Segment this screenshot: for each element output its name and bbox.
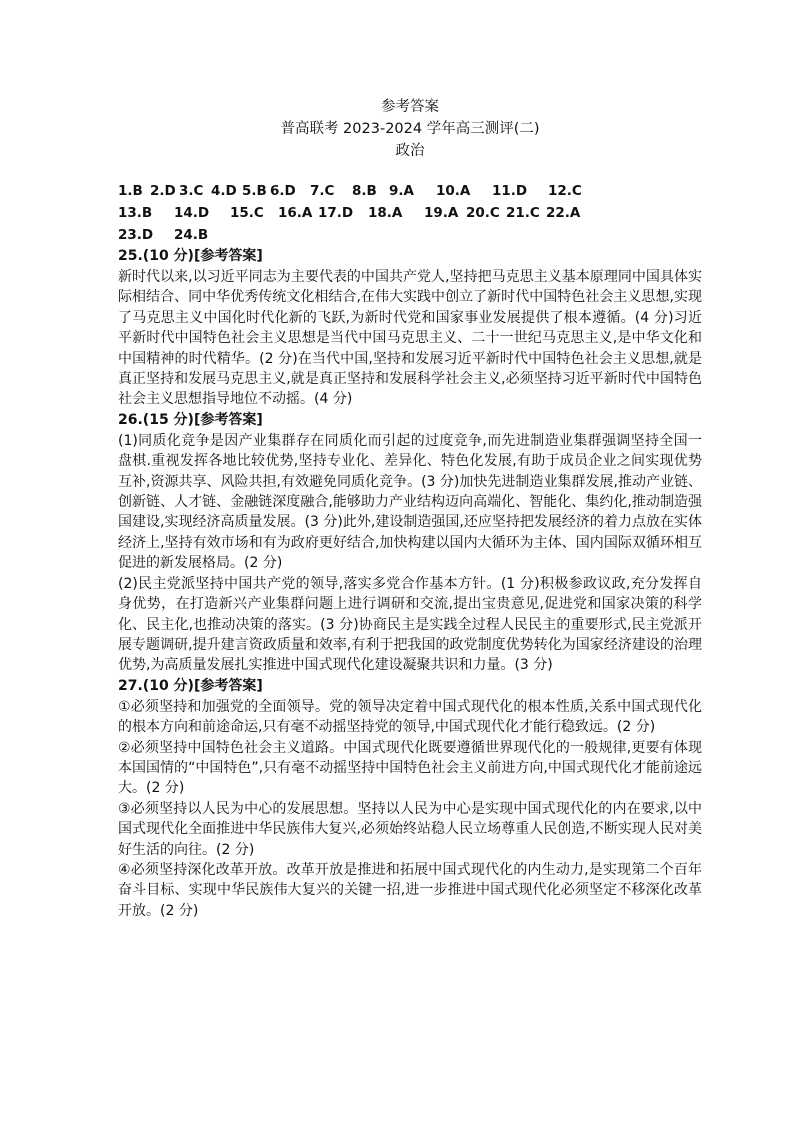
answer-item: 5.B <box>242 183 267 199</box>
answer-item: 19.A <box>424 205 459 221</box>
document-header <box>118 96 702 162</box>
answer-item: 3.C <box>179 183 204 199</box>
answer-item: 17.D <box>318 205 354 221</box>
answer-item: 8.B <box>352 183 377 199</box>
question-25-title: 25.(10 分)[参考答案] <box>118 248 263 264</box>
question-25 <box>118 246 702 410</box>
question-27-point-2: ②必须坚持中国特色社会主义道路。中国式现代化既要遵循世界现代化的一般规律,更要有体现本国国情的“中国特色”,只有毫不动摇坚持中国特色社会主义前进方向,中国式现代化才能前途远大。(2 分) <box>118 739 702 797</box>
answer-item: 24.B <box>174 227 209 243</box>
answer-item: 20.C <box>466 205 500 221</box>
answer-item: 18.A <box>368 205 403 221</box>
question-27-point-1: ①必须坚持和加强党的全面领导。党的领导决定着中国式现代化的根本性质,关系中国式现代化的根本方向和前途命运,只有毫不动摇坚持党的领导,中国式现代化才能行稳致远。(2 分) <box>118 698 702 736</box>
answer-item: 22.A <box>546 205 581 221</box>
subject-title: 政治 <box>395 143 425 159</box>
answer-item: 2.D <box>150 183 176 199</box>
question-27 <box>118 676 702 921</box>
exam-title: 普高联考 2023-2024 学年高三测评(二) <box>280 121 540 137</box>
question-26-part-1: (1)同质化竞争是因产业集群存在同质化而引起的过度竞争,而先进制造业集群强调坚持全国一盘棋.重视发挥各地比较优势,坚持专业化、差异化、特色化发展,有助于成员企业之间实现优势互补,资源共享、风险共担,有效避免同质化竞争。(3 分)加快先进制造业集群发展,推动产业链、创新链、人才链、金融链深度融合,能够助力产业结构迈向高端化、智能化、集约化,推动制造强国建设,实现经济高质量发展。(3 分)此外,建设制造强国,还应坚持把发展经济的着力点放在实体经济上,坚持有效市场和有为政府更好结合,加快构建以国内大循环为主体、国内国际双循环相互促进的新发展格局。(2 分) <box>118 432 702 572</box>
answer-item: 12.C <box>548 183 582 199</box>
question-26-part-2: (2)民主党派坚持中国共产党的领导,落实多党合作基本方针。(1 分)积极参政议政,充分发挥自身优势，在打造新兴产业集群问题上进行调研和交流,提出宝贵意见,促进党和国家决策的科学化、民主化,也推动决策的落实。(3 分)协商民主是实践全过程人民民主的重要形式,民主党派开展专题调研,提升建言资政质量和效率,有利于把我国的政党制度优势转化为国家经济建设的治理优势,为高质量发展扎实推进中国式现代化建设凝聚共识和力量。(3 分) <box>118 575 702 674</box>
question-26 <box>118 410 702 676</box>
answer-item: 11.D <box>492 183 528 199</box>
answer-item: 21.C <box>506 205 540 221</box>
answer-item: 15.C <box>230 205 264 221</box>
answer-item: 10.A <box>436 183 471 199</box>
answer-item: 14.D <box>174 205 210 221</box>
doc-heading: 参考答案 <box>381 99 439 115</box>
answer-item: 23.D <box>118 227 154 243</box>
question-27-title: 27.(10 分)[参考答案] <box>118 677 263 694</box>
answer-item: 6.D <box>270 183 296 199</box>
answer-item: 1.B <box>118 183 143 199</box>
answer-row <box>118 180 702 202</box>
question-26-title: 26.(15 分)[参考答案] <box>118 411 263 428</box>
answer-item: 9.A <box>389 183 414 199</box>
answer-item: 13.B <box>118 205 153 221</box>
answer-item: 4.D <box>211 183 237 199</box>
answer-item: 7.C <box>310 183 335 199</box>
question-25-answer: 新时代以来,以习近平同志为主要代表的中国共产党人,坚持把马克思主义基本原理同中国具体实际相结合、同中华优秀传统文化相结合,在伟大实践中创立了新时代中国特色社会主义思想,实现了马克思主义中国化时代化新的飞跃,为新时代党和国家事业发展提供了根本遵循。(4 分)习近平新时代中国特色社会主义思想是当代中国马克思主义、二十一世纪马克思主义,是中华文化和中国精神的时代精华。(2 分)在当代中国,坚持和发展习近平新时代中国特色社会主义思想,就是真正坚持和发展马克思主义,就是真正坚持和发展科学社会主义,必须坚持习近平新时代中国特色社会主义思想指导地位不动摇。(4 分) <box>118 269 702 408</box>
multiple-choice-answers <box>118 180 702 246</box>
answer-item: 16.A <box>278 205 313 221</box>
question-27-point-3: ③必须坚持以人民为中心的发展思想。坚持以人民为中心是实现中国式现代化的内在要求,以中国式现代化全面推进中华民族伟大复兴,必须始终站稳人民立场尊重人民创造,不断实现人民对美好生活的向往。(2 分) <box>118 800 702 858</box>
answer-sheet <box>118 96 702 921</box>
answer-row <box>118 224 702 246</box>
question-27-point-4: ④必须坚持深化改革开放。改革开放是推进和拓展中国式现代化的内生动力,是实现第二个百年奋斗目标、实现中华民族伟大复兴的关键一招,进一步推进中国式现代化必须坚定不移深化改革开放。(2 分) <box>118 861 702 919</box>
answer-row <box>118 202 702 224</box>
